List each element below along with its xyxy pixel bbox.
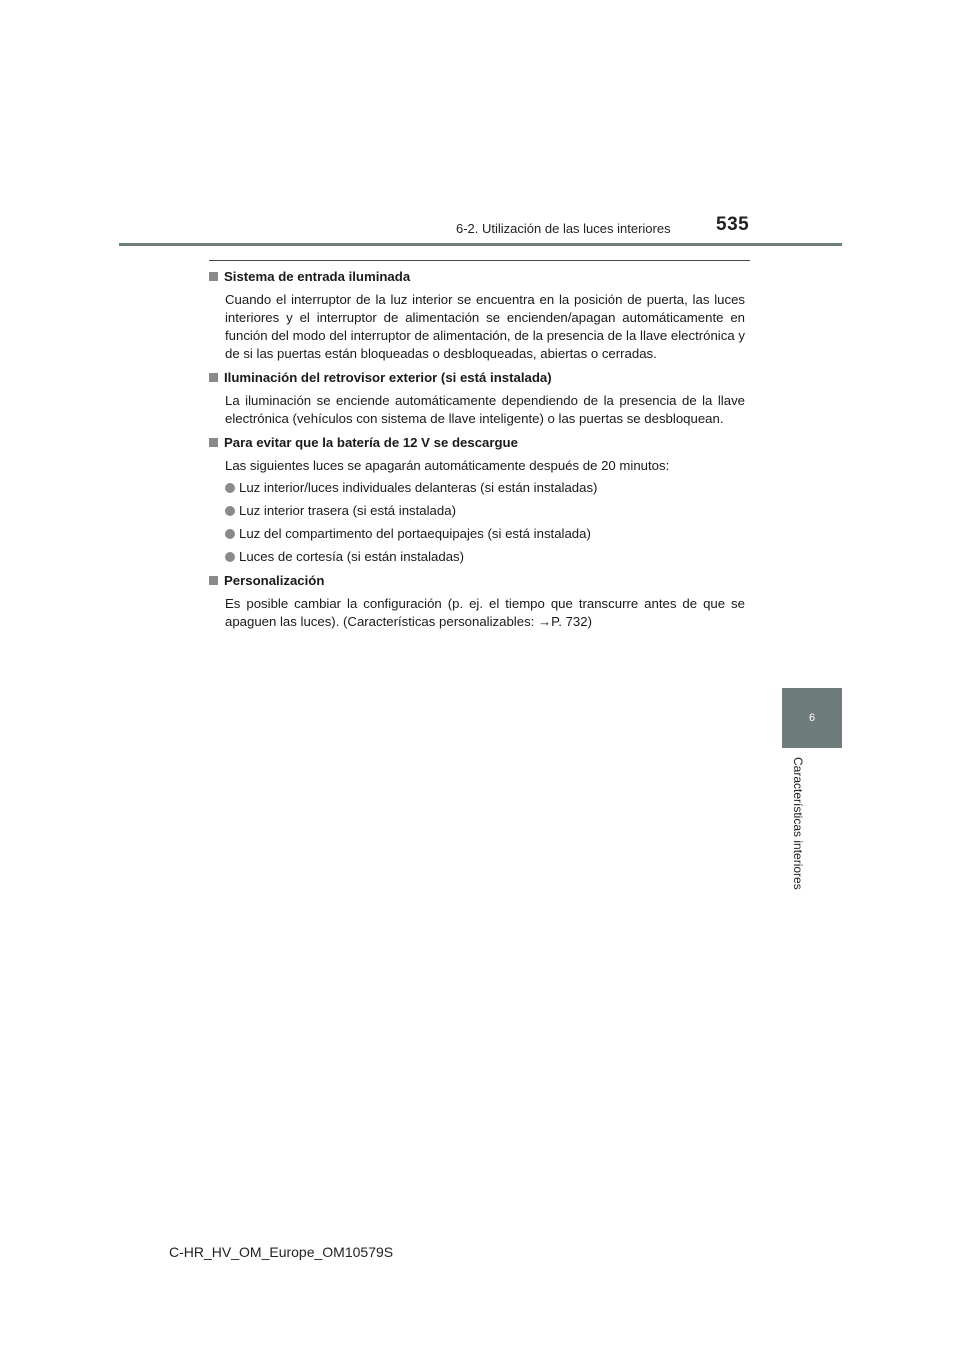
section-heading: Personalización [209,572,745,590]
square-bullet-icon [209,438,218,447]
section-battery-saver [209,434,745,566]
list-item: Luces de cortesía (si están instaladas) [225,548,745,566]
page-number: 535 [716,214,750,235]
chapter-number: 6 [808,712,816,724]
circle-bullet-icon [225,483,235,493]
list-item: Luz del compartimento del portaequipajes (si está instalada) [225,525,745,543]
circle-bullet-icon [225,552,235,562]
content-divider [209,260,750,261]
section-text: La iluminación se enciende automáticamente dependiendo de la presencia de la llave electrónica (vehículos con sistema de llave inteligente) o las puertas se desbloquean. [225,393,745,426]
section-mirror-illumination [209,369,745,428]
content-body [209,268,745,637]
circle-bullet-icon [225,506,235,516]
section-heading: Para evitar que la batería de 12 V se descargue [209,434,745,452]
square-bullet-icon [209,373,218,382]
square-bullet-icon [209,272,218,281]
circle-bullet-icon [225,529,235,539]
header-divider [119,243,842,246]
section-text: Cuando el interruptor de la luz interior se encuentra en la posición de puerta, las luces interiores y el interruptor de alimentación se encienden/apagan automáticamente en función del modo del interruptor de alimentación, de la presencia de la llave electrónica y de si las puertas están bloqueadas o desbloqueadas, abiertas o cerradas. [225,292,745,361]
section-illuminated-entry [209,268,745,363]
list-item: Luz interior trasera (si está instalada) [225,502,745,520]
section-text: Es posible cambiar la configuración (p. ej. el tiempo que transcurre antes de que se apaguen las luces). (Características personalizables: →P. 732) [225,596,745,629]
square-bullet-icon [209,576,218,585]
document-id: C-HR_HV_OM_Europe_OM10579S [169,1244,394,1260]
section-text: Las siguientes luces se apagarán automáticamente después de 20 minutos: [225,458,670,473]
section-title: 6-2. Utilización de las luces interiores [456,221,671,236]
section-heading: Sistema de entrada iluminada [209,268,745,286]
bullet-list [209,479,745,566]
section-heading: Iluminación del retrovisor exterior (si está instalada) [209,369,745,387]
list-item: Luz interior/luces individuales delanteras (si están instaladas) [225,479,745,497]
chapter-title: Características interiores [791,757,805,890]
chapter-tab [782,688,842,748]
section-personalization [209,572,745,631]
